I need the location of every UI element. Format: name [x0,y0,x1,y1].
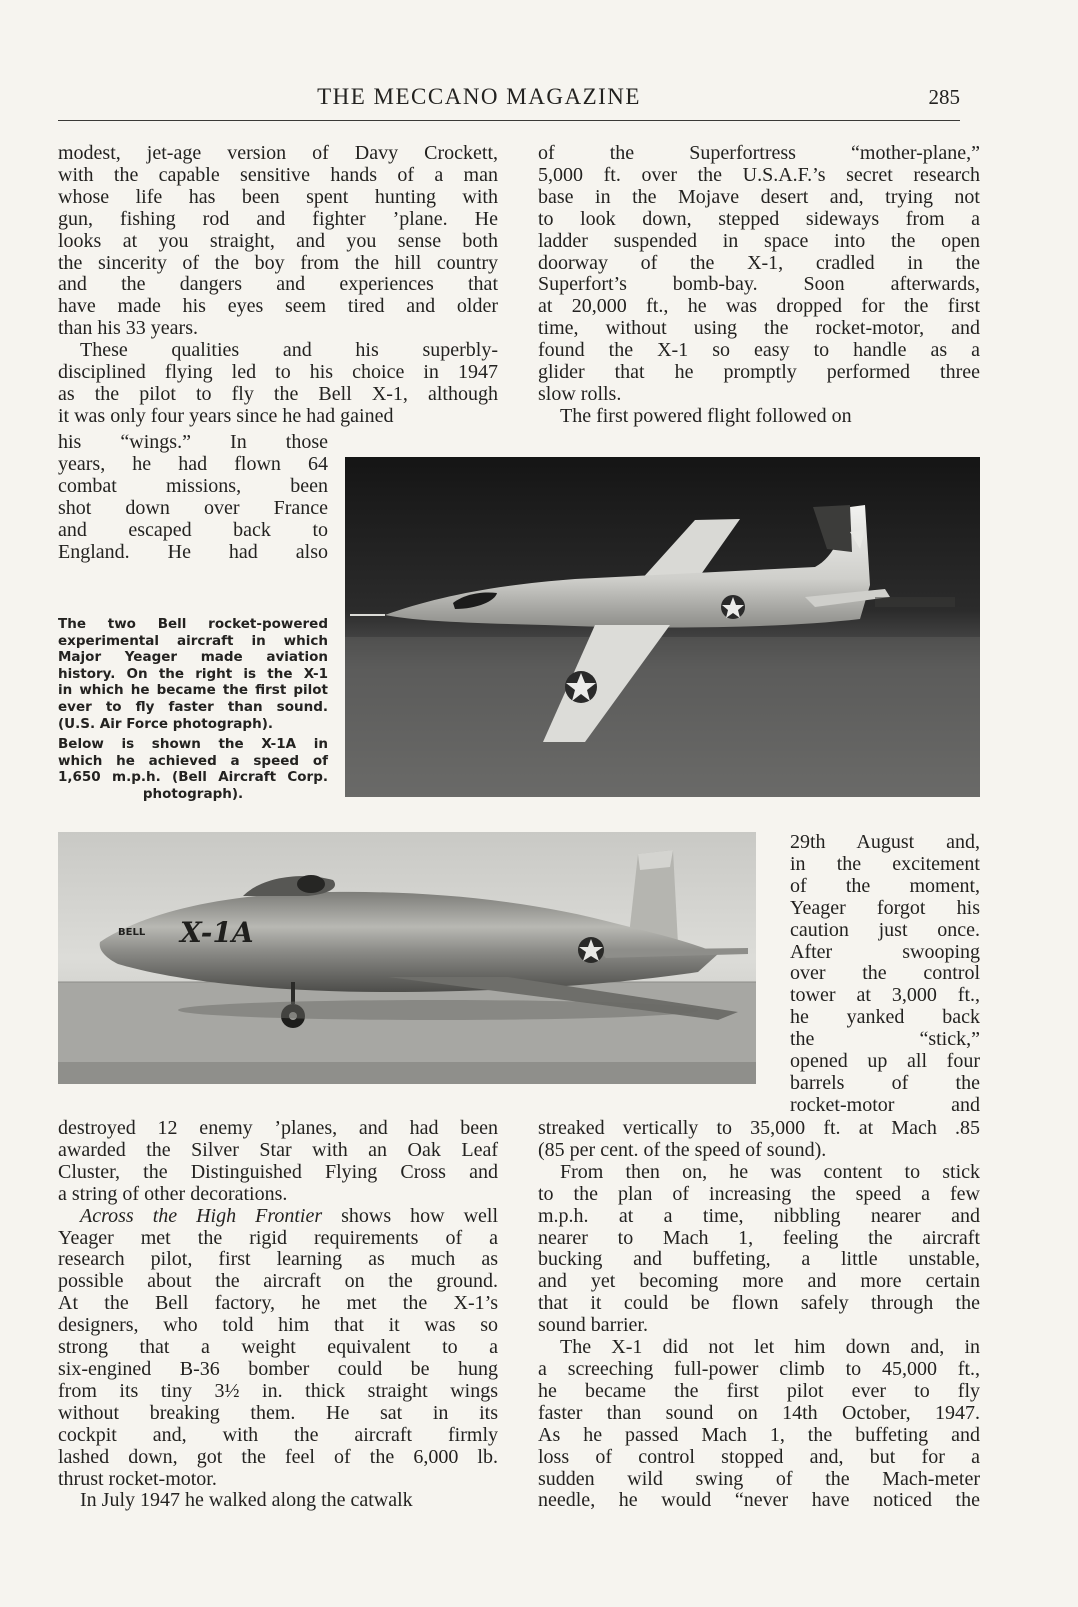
text-line: his “wings.” In those [58,431,328,453]
text-line: tower at 3,000 ft., [790,984,980,1007]
text-line: Below is shown the X-1A in [58,736,328,753]
text-line: designers, who told him that it was so [58,1314,498,1337]
text-line: From then on, he was content to stick [560,1160,980,1183]
text-line: (85 per cent. of the speed of sound). [538,1138,827,1161]
text-line: and escaped back to [58,518,328,541]
page-number: 285 [928,85,960,109]
text-line: from its tiny 3½ in. thick straight wings [58,1379,498,1402]
text-line: to look down, stepped sideways from a [538,207,980,230]
text-line: in which he became the first pilot [58,682,328,699]
text-line: ever to fly faster than sound. [58,698,328,715]
text-line: possible about the aircraft on the ground. [58,1270,498,1293]
x1a-aircraft-photo [58,832,756,1084]
text-line: to the plan of increasing the speed a few [538,1182,980,1205]
text-line: sudden wild swing of the Mach-meter [538,1467,980,1490]
text-line: needle, he would “never have noticed the [538,1489,980,1512]
text-line: photograph). [142,785,244,802]
text-line: years, he had flown 64 [58,452,328,475]
text-line: In July 1947 he walked along the catwalk [80,1489,413,1512]
caption-paragraph-2 [58,736,328,802]
text-line: a screeching full-power climb to 45,000 ft., [538,1357,980,1380]
text-line: experimental aircraft in which [58,632,328,649]
text-line: and the dangers and experiences that [58,273,498,296]
x1-aircraft-photo [345,457,980,797]
text-line: The X-1 did not let him down and, in [560,1336,980,1359]
text-line: at 20,000 ft., he was dropped for the first [538,295,980,318]
text-line: have made his eyes seem tired and older [58,295,498,318]
text-line: streaked vertically to 35,000 ft. at Mach .85 [538,1117,980,1139]
text-line: the “stick,” [790,1028,980,1051]
text-line: lashed down, got the feel of the 6,000 lb. [58,1445,498,1468]
text-line: The first powered flight followed on [560,404,852,427]
page-header [58,84,960,121]
text-line: in the excitement [790,852,980,875]
text-line: the sincerity of the boy from the hill country [58,251,498,274]
x1a-aircraft-icon [58,832,756,1084]
text-line: England. He had also [58,540,328,563]
photo-caption [58,616,328,803]
text-line: bucking and buffeting, a little unstable, [538,1248,980,1271]
text-line: than his 33 years. [58,317,198,340]
text-line: These qualities and his superbly- [80,339,498,362]
text-line: doorway of the X-1, cradled in the [538,251,980,274]
text-line: Yeager forgot his [790,896,980,919]
text-line: history. On the right is the X-1 [58,665,328,682]
text-line: The two Bell rocket-powered [58,616,328,632]
text-line: with the capable sensitive hands of a man [58,163,498,186]
text-line: he became the first pilot ever to fly [538,1379,980,1402]
text-line: and yet becoming more and more certain [538,1270,980,1293]
text-line: strong that a weight equivalent to a [58,1336,498,1359]
text-line: of the Superfortress “mother-plane,” [538,142,980,164]
text-line: nearer to Mach 1, feeling the aircraft [538,1226,980,1249]
text-line: shot down over France [58,496,328,519]
x1a-nose-marking: BELL [118,927,146,938]
text-line: m.p.h. at a time, nibbling nearer and [538,1204,980,1227]
text-line: a string of other decorations. [58,1182,288,1205]
text-line: Yeager met the rigid requirements of a [58,1226,498,1249]
text-line: opened up all four [790,1050,980,1073]
column-2-bottom-text [538,1118,980,1512]
text-line: caution just once. [790,918,980,941]
x1-aircraft-icon [345,457,980,797]
text-line: At the Bell factory, he met the X-1’s [58,1292,498,1315]
text-line: sound barrier. [538,1314,648,1337]
column-2-top-text [538,143,980,428]
text-line: As he passed Mach 1, the buffeting and [538,1423,980,1446]
text-line: cockpit and, with the aircraft firmly [58,1423,498,1446]
text-line: awarded the Silver Star with an Oak Leaf [58,1138,498,1161]
text-line: ladder suspended in space into the open [538,229,980,252]
text-line: over the control [790,962,980,985]
text-line: destroyed 12 enemy ’planes, and had been [58,1117,498,1139]
column-1-top-text [58,143,498,428]
text-line: Major Yeager made aviation [58,649,328,666]
text-line: 29th August and, [790,831,980,853]
text-line: found the X-1 so easy to handle as a [538,339,980,362]
text-line: thrust rocket-motor. [58,1467,217,1490]
column-1-wrap-text [58,432,328,563]
text-line: 1,650 m.p.h. (Bell Aircraft Corp. [58,769,328,786]
text-line: (U.S. Air Force photograph). [58,715,273,732]
text-line: barrels of the [790,1071,980,1094]
caption-paragraph-1 [58,616,328,732]
text-line: After swooping [790,940,980,963]
text-line: combat missions, been [58,474,328,497]
text-line: loss of control stopped and, but for a [538,1445,980,1468]
text-line: which he achieved a speed of [58,752,328,769]
text-line: research pilot, first learning as much as [58,1248,498,1271]
text-line: he yanked back [790,1006,980,1029]
text-line: gun, fishing rod and fighter ’plane. He [58,207,498,230]
text-line: 5,000 ft. over the U.S.A.F.’s secret research [538,163,980,186]
text-line: looks at you straight, and you sense both [58,229,498,252]
text-line: time, without using the rocket-motor, and [538,317,980,340]
text-line: base in the Mojave desert and, trying not [538,185,980,208]
text-line: without breaking them. He sat in its [58,1401,498,1424]
text-line: Across the High Frontier shows how well [80,1204,498,1227]
text-line: Superfort’s bomb-bay. Soon afterwards, [538,273,980,296]
text-line: of the moment, [790,874,980,897]
text-line: disciplined flying led to his choice in 1947 [58,361,498,384]
text-line: modest, jet-age version of Davy Crockett, [58,142,498,164]
text-line: it was only four years since he had gained [58,404,394,427]
text-line: rocket-motor and [790,1093,980,1116]
text-line: whose life has been spent hunting with [58,185,498,208]
text-line: faster than sound on 14th October, 1947. [538,1401,980,1424]
text-line: as the pilot to fly the Bell X-1, although [58,382,498,405]
column-2-wrap-text [790,832,980,1117]
text-line: glider that he promptly performed three [538,361,980,384]
text-line: Cluster, the Distinguished Flying Cross and [58,1160,498,1183]
magazine-title: THE MECCANO MAGAZINE [317,84,641,109]
text-line: that it could be flown safely through the [538,1292,980,1315]
column-1-bottom-text [58,1118,498,1512]
text-line: six-engined B-36 bomber could be hung [58,1357,498,1380]
text-line: slow rolls. [538,382,622,405]
x1a-marking: X-1A [180,916,254,949]
